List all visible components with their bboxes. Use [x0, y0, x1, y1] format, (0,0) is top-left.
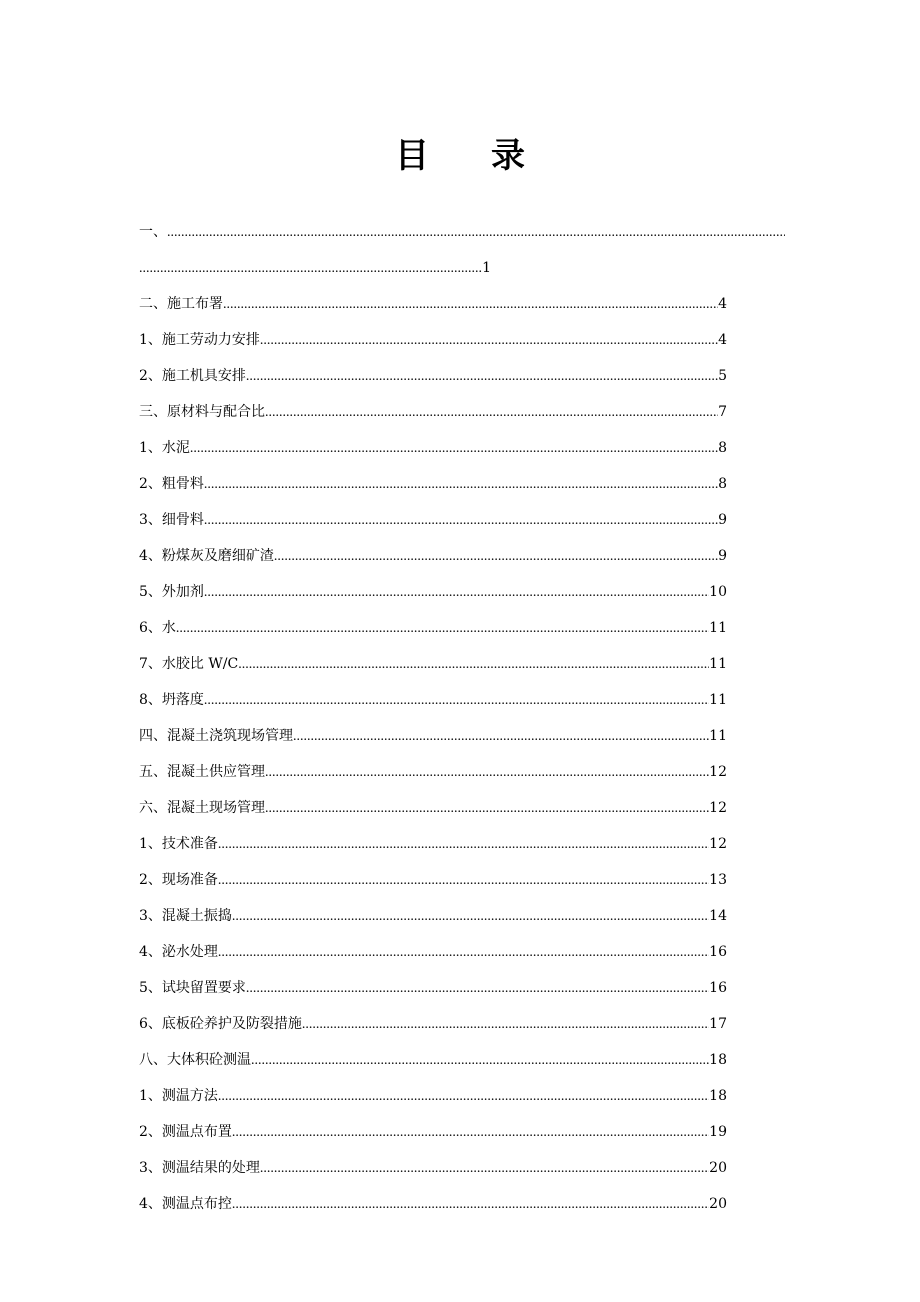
toc-entry-page: 11: [709, 620, 727, 636]
toc-entry-label: 3、细骨料: [139, 512, 204, 528]
toc-leader-dots: [232, 1187, 709, 1223]
toc-entry-label: 六、混凝土现场管理: [139, 800, 265, 816]
toc-entry-label: 3、混凝土振捣: [139, 908, 232, 924]
toc-leader-dots: [204, 575, 709, 611]
toc-entry-page: 16: [709, 980, 727, 996]
toc-leader-dots: [302, 1007, 709, 1043]
toc-entry-page: 7: [718, 404, 727, 420]
toc-entry-label: 6、底板砼养护及防裂措施: [139, 1016, 302, 1032]
toc-entry-label: 5、试块留置要求: [139, 980, 246, 996]
toc-entry-label: 7、水胶比 W/C: [139, 656, 239, 672]
toc-leader-dots: [223, 287, 718, 323]
toc-entry-label: 2、测温点布置: [139, 1124, 232, 1140]
toc-entry-page: 18: [709, 1088, 727, 1104]
toc-entry[interactable]: [139, 790, 727, 826]
toc-entry-label: 3、测温结果的处理: [139, 1160, 260, 1176]
toc-entry-page: 20: [709, 1196, 727, 1212]
toc-entry-page: 12: [709, 836, 727, 852]
toc-entry[interactable]: [139, 394, 727, 430]
toc-entry-label: 三、原材料与配合比: [139, 404, 265, 420]
toc-leader-dots: [204, 503, 718, 539]
toc-entry-label: 五、混凝土供应管理: [139, 764, 265, 780]
toc-entry-label: 八、大体积砼测温: [139, 1052, 251, 1068]
toc-entry-label: 5、外加剂: [139, 584, 204, 600]
toc-leader-dots: [251, 1043, 709, 1079]
toc-entry-page: 10: [709, 584, 727, 600]
toc-entry-page: 9: [718, 548, 727, 564]
toc-list: [139, 286, 789, 1222]
toc-entry-page: 20: [709, 1160, 727, 1176]
toc-entry-page: 17: [709, 1016, 727, 1032]
toc-entry[interactable]: [139, 1078, 727, 1114]
toc-entry-page: 4: [718, 332, 727, 348]
toc-entry[interactable]: [139, 898, 727, 934]
toc-entry[interactable]: [139, 430, 727, 466]
toc-entry[interactable]: [139, 934, 727, 970]
toc-entry[interactable]: [139, 970, 727, 1006]
toc-entry-page: 9: [718, 512, 727, 528]
toc-leader-dots: [190, 431, 718, 467]
toc-entry-page: 11: [709, 728, 727, 744]
toc-entry-label: 4、泌水处理: [139, 944, 218, 960]
toc-entry-label: 4、粉煤灰及磨细矿渣: [139, 548, 274, 564]
toc-entry-page: 8: [718, 440, 727, 456]
table-of-contents: [139, 214, 789, 1222]
toc-entry[interactable]: [139, 754, 727, 790]
toc-entry[interactable]: [139, 646, 727, 682]
toc-leader-dots: [274, 539, 718, 575]
toc-leader-dots: [167, 215, 785, 251]
toc-leader-dots: [260, 323, 718, 359]
toc-entry-label: 一、: [139, 224, 167, 240]
toc-entry[interactable]: [139, 1186, 727, 1222]
toc-entry[interactable]: [139, 826, 727, 862]
toc-entry[interactable]: [139, 1006, 727, 1042]
toc-leader-dots: [232, 1115, 709, 1151]
toc-leader-dots: [265, 395, 718, 431]
toc-leader-dots: [204, 467, 718, 503]
toc-leader-dots: [218, 1079, 709, 1115]
toc-entry[interactable]: [139, 682, 727, 718]
toc-entry-page: 11: [709, 692, 727, 708]
toc-leader-dots: [176, 611, 709, 647]
toc-entry-1-line-2[interactable]: [139, 250, 491, 286]
title-char-1: 目: [395, 136, 429, 176]
toc-entry-label: 2、施工机具安排: [139, 368, 246, 384]
toc-entry-page: 1: [482, 260, 491, 276]
toc-entry-page: 19: [709, 1124, 727, 1140]
toc-entry-label: 8、坍落度: [139, 692, 204, 708]
toc-entry-label: 2、粗骨料: [139, 476, 204, 492]
toc-entry[interactable]: [139, 538, 727, 574]
toc-leader-dots: [265, 791, 709, 827]
toc-leader-dots: [218, 935, 709, 971]
toc-entry[interactable]: [139, 1150, 727, 1186]
toc-leader-dots: [139, 251, 482, 287]
toc-entry-label: 四、混凝土浇筑现场管理: [139, 728, 293, 744]
toc-entry[interactable]: [139, 1042, 727, 1078]
toc-entry-label: 6、水: [139, 620, 176, 636]
toc-entry[interactable]: [139, 286, 727, 322]
toc-entry[interactable]: [139, 1114, 727, 1150]
toc-entry-page: 5: [718, 368, 727, 384]
toc-entry-1-line-1[interactable]: [139, 214, 785, 250]
toc-entry-label: 4、测温点布控: [139, 1196, 232, 1212]
page-title: [0, 128, 920, 177]
toc-entry-page: 4: [718, 296, 727, 312]
toc-leader-dots: [238, 647, 709, 683]
toc-leader-dots: [218, 863, 709, 899]
toc-entry[interactable]: [139, 610, 727, 646]
toc-entry-page: 16: [709, 944, 727, 960]
toc-entry-page: 18: [709, 1052, 727, 1068]
toc-leader-dots: [293, 719, 709, 755]
toc-entry-label: 二、施工布署: [139, 296, 223, 312]
toc-entry[interactable]: [139, 322, 727, 358]
toc-leader-dots: [265, 755, 709, 791]
toc-entry[interactable]: [139, 466, 727, 502]
toc-entry-page: 12: [709, 764, 727, 780]
toc-leader-dots: [218, 827, 709, 863]
toc-entry-page: 11: [709, 656, 727, 672]
toc-leader-dots: [204, 683, 709, 719]
toc-leader-dots: [246, 971, 709, 1007]
toc-entry-label: 1、技术准备: [139, 836, 218, 852]
toc-entry[interactable]: [139, 718, 727, 754]
toc-entry[interactable]: [139, 358, 727, 394]
toc-entry[interactable]: [139, 862, 727, 898]
toc-leader-dots: [246, 359, 718, 395]
toc-entry-page: 8: [718, 476, 727, 492]
toc-entry-page: 14: [709, 908, 727, 924]
toc-entry-label: 1、施工劳动力安排: [139, 332, 260, 348]
toc-entry-page: 12: [709, 800, 727, 816]
toc-entry[interactable]: [139, 502, 727, 538]
toc-entry-page: 13: [709, 872, 727, 888]
toc-entry-label: 1、测温方法: [139, 1088, 218, 1104]
title-char-2: 录: [491, 136, 525, 176]
toc-entry-label: 2、现场准备: [139, 872, 218, 888]
toc-entry[interactable]: [139, 574, 727, 610]
toc-entry-label: 1、水泥: [139, 440, 190, 456]
toc-leader-dots: [232, 899, 709, 935]
toc-leader-dots: [260, 1151, 709, 1187]
